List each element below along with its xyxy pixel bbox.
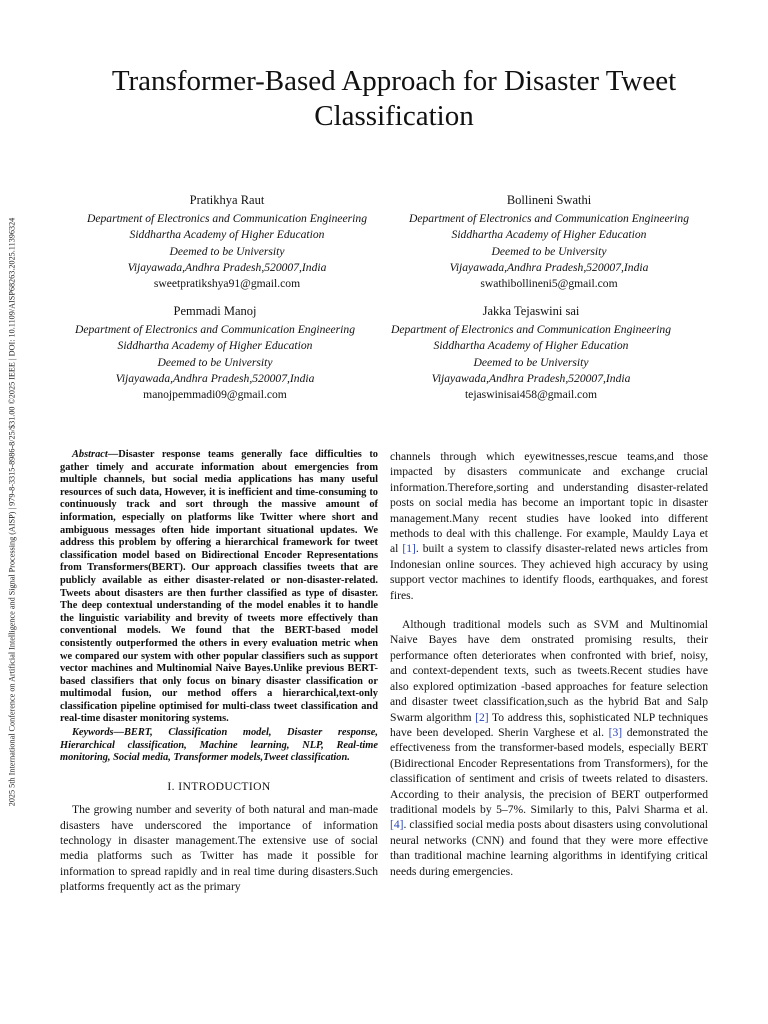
author-name: Bollineni Swathi [506,193,592,207]
doi-stamp-text: 2025 5th International Conference on Artificial Intelligence and Signal Processing (AISP) | 979-8-3315-8986-8/25/$31.00 ©2025 IEEE | DOI: 10.1109/AISP68263.2025.11396324 [7,217,17,807]
author-university-status: Deemed to be University [169,244,285,258]
citation-link[interactable]: [4] [390,818,404,832]
author-institution: Siddhartha Academy of Higher Education [433,339,629,353]
abstract-text: —Disaster response teams generally face difficulties to gather timely and accurate information about emergencies from multiple channels, but social media applications has many useful resources of such data, However, it is inefficient and time-consuming to continuously track and sort through the massive amount of information, especially on platforms like Twitter where short and ambiguous messages often hide important situational updates. We address this problem by offering a hierarchical framework for tweet classification model based on Bidirectional Encoder Representations from Transformers(BERT). Our approach classifies tweets that are publicly available as either disaster-related or non-disaster-related. Tweets about disasters are then further classified as type of disaster. The deep contextual understanding of the model enables it to handle the linguistic variability and brevity of tweets more effectively than conventional models. We found that the BERT-based model consistently outperformed the others in every evaluation metric when we compared our system with other popular classifiers such as support vector machines and Multinomial Naive Bayes.Unlike previous BERT-based classifiers that only focus on binary disaster classification or multimodal fusion, our method offers a hierarchical,text-only classification pipeline optimised for multi-class tweet classification and real-time disaster monitoring systems. [60,449,378,725]
citation-link[interactable]: [1] [402,542,416,556]
author-email: manojpemmadi09@gmail.com [143,388,287,402]
body-paragraph [390,617,708,879]
author-university-status: Deemed to be University [491,244,607,258]
keywords [60,727,378,765]
author-university-status: Deemed to be University [473,355,589,369]
author-department: Department of Electronics and Communication Engineering [390,323,672,337]
left-column [60,449,378,895]
keywords-text: —BERT, Classification model, Disaster response, Hierarchical classification, Machine learning, NLP, Real-time monitoring, Social media, Transformer models,Tweet classification. [60,727,378,764]
author-department: Department of Electronics and Communication Engineering [408,212,690,226]
author-university-status: Deemed to be University [157,355,273,369]
author-institution: Siddhartha Academy of Higher Education [117,339,313,353]
paragraph-text: . classified social media posts about disasters using convolutional neural networks (CNN) and found that they were more effective than traditional machine learning algorithms in identifying critical needs during emergencies. [390,818,708,878]
abstract [60,449,378,726]
keywords-lead: Keywords [72,727,114,739]
paragraph-text: channels through which eyewitnesses,rescue teams,and those impacted by disasters communicate and exchange crucial information.Therefore,sorting and understanding disaster-related posts on social media has become an important topic in disaster management.Many recent studies have looked into different methods to deal with this challenge. For example, Mauldy Laya et al [390,450,708,556]
author-name: Pratikhya Raut [189,193,265,207]
intro-paragraph: The growing number and severity of both natural and man-made disasters have underscored the importance of information technology in disaster management.The extensive use of social media platforms such as Twitter has made it possible for information to spread rapidly and in real time during disasters.Such platforms frequently act as the primary [60,803,378,894]
paragraph-text: demonstrated the effectiveness from the transformer-based models, especially BERT (Bidirectional Encoder Representations from Transformers), for the classification of sentiment and crisis of tweets related to disasters. According to their analysis, the precision of BERT outperformed traditional models by 5–7%. Similarly to this, Palvi Sharma et al. [390,725,708,816]
abstract-lead: Abstract [72,449,108,460]
paper-title: Transformer-Based Approach for Disaster Tweet Classification [111,65,677,132]
author-block [386,192,712,292]
author-institution: Siddhartha Academy of Higher Education [451,228,647,242]
author-name: Pemmadi Manoj [173,304,257,318]
author-city: Vijayawada,Andhra Pradesh,520007,India [449,260,649,274]
author-city: Vijayawada,Andhra Pradesh,520007,India [431,371,631,385]
citation-link[interactable]: [3] [608,725,623,739]
author-block [52,303,378,403]
author-city: Vijayawada,Andhra Pradesh,520007,India [127,260,327,274]
paragraph-text: Although traditional models such as SVM and Multinomial Naive Bayes have dem onstrated promising results, their performance often deteriorates when confronted with brief, noisy, and context-dependent texts, such as tweets.Recent studies have also explored optimization -based approaches for feature selection and disaster tweet classification,such as the hybrid Bat and Salp Swarm algorithm [390,618,708,724]
author-institution: Siddhartha Academy of Higher Education [129,228,325,242]
paragraph-text: . built a system to classify disaster-related news articles from Indonesian online sources. They achieved high accuracy by using support vector machines to identify floods, earthquakes, and forest fires. [390,542,708,602]
author-email: swathibollineni5@gmail.com [480,277,618,291]
author-name: Jakka Tejaswini sai [482,304,580,318]
author-department: Department of Electronics and Communication Engineering [74,323,356,337]
section-heading [60,779,378,794]
author-department: Department of Electronics and Communication Engineering [86,212,368,226]
section-title: INTRODUCTION [178,779,271,793]
ieee-side-stamp [0,0,24,1024]
section-number: I. [167,779,175,793]
author-city: Vijayawada,Andhra Pradesh,520007,India [115,371,315,385]
paragraph-text: To address this, sophisticated NLP techniques have been developed. Sherin Varghese et al. [390,710,708,739]
body-paragraph [390,449,708,603]
author-email: sweetpratikshya91@gmail.com [153,277,301,291]
author-block [368,303,694,403]
right-column [390,449,708,879]
author-block [64,192,390,292]
author-email: tejaswinisai458@gmail.com [464,388,598,402]
citation-link[interactable]: [2] [475,710,489,724]
